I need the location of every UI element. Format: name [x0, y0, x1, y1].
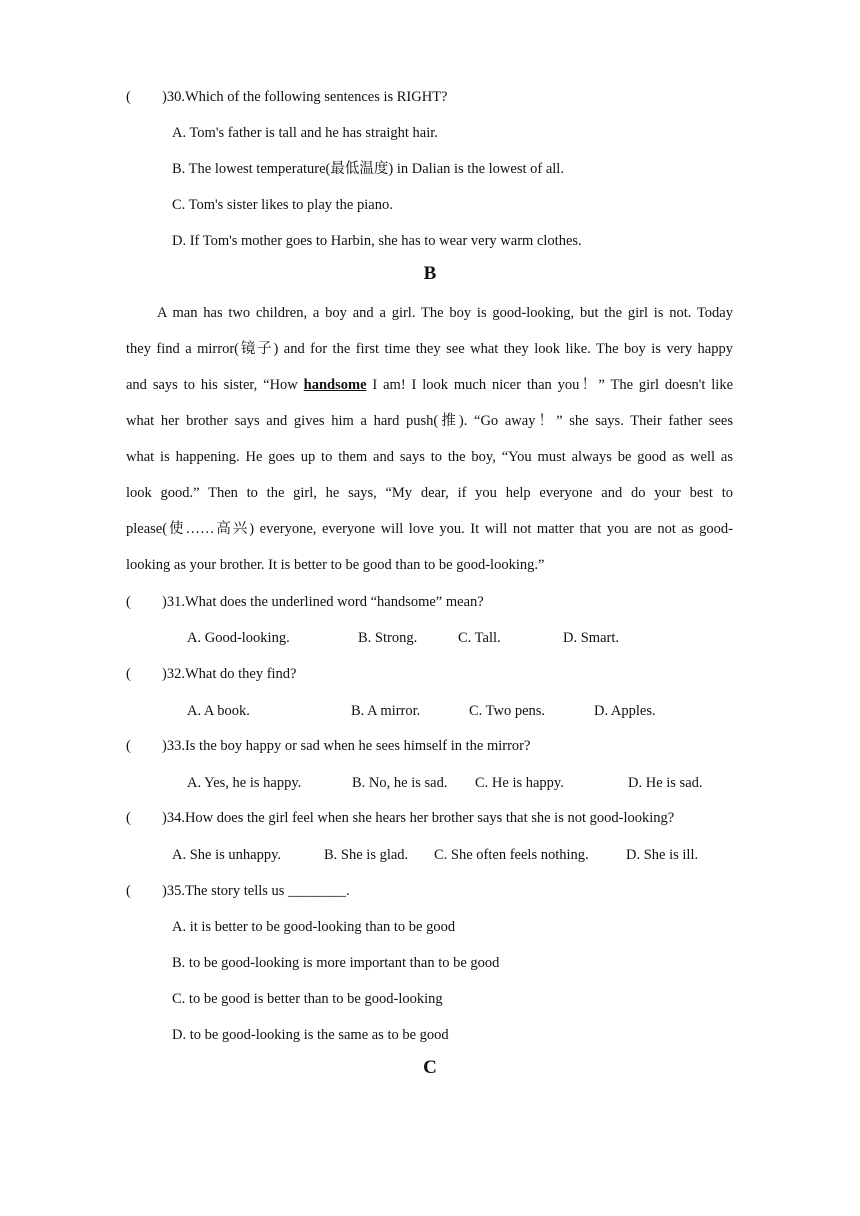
- option-34-d: D. She is ill.: [626, 847, 699, 863]
- option-35-c: C. to be good is better than to be good‐looking: [172, 991, 443, 1007]
- option-33-d: D. He is sad.: [628, 775, 703, 791]
- passage-line-8: looking as your brother. It is better to be good than to be good‐looking.”: [126, 557, 545, 573]
- option-35-d: D. to be good‐looking is the same as to be good: [172, 1027, 449, 1043]
- question-stem: )35.The story tells us ________.: [162, 883, 350, 899]
- underlined-word: handsome: [303, 377, 367, 393]
- passage-text: and says to his sister, “How: [126, 377, 304, 393]
- question-30: [126, 88, 448, 106]
- option-35-a: A. it is better to be good-looking than to be good: [172, 919, 456, 935]
- option-30-b: B. The lowest temperature(最低温度) in Dalian is the lowest of all.: [172, 161, 564, 177]
- option-31-d: D. Smart.: [563, 630, 619, 646]
- option-34-b: B. She is glad.: [324, 847, 409, 863]
- answer-paren: (: [126, 594, 131, 610]
- passage-line-4: what her brother says and gives him a hard push(推). “Go away！” she says. Their father sees: [126, 413, 733, 429]
- option-35-b: B. to be good‐looking is more important than to be good: [172, 955, 500, 971]
- question-stem: )31.What does the underlined word “handsome” mean?: [162, 594, 484, 610]
- question-33: [126, 737, 530, 755]
- passage-line-3: [126, 376, 733, 394]
- question-stem: )33.Is the boy happy or sad when he sees himself in the mirror?: [162, 738, 531, 754]
- answer-paren: (: [126, 89, 131, 105]
- question-stem: )32.What do they find?: [162, 666, 297, 682]
- question-35: [126, 882, 350, 900]
- answer-paren: (: [126, 738, 131, 754]
- option-32-b: B. A mirror.: [351, 703, 421, 719]
- answer-paren: (: [126, 883, 131, 899]
- passage-line-1: A man has two children, a boy and a girl. The boy is good‐looking, but the girl is not. Today: [157, 305, 733, 321]
- question-stem: )30.Which of the following sentences is RIGHT?: [162, 89, 448, 105]
- option-30-c: C. Tom's sister likes to play the piano.: [172, 197, 393, 213]
- section-heading-b: B: [423, 263, 437, 284]
- passage-line-2: they find a mirror(镜子) and for the first time they see what they look like. The boy is very happy: [126, 341, 733, 357]
- option-34-c: C. She often feels nothing.: [434, 847, 589, 863]
- option-31-c: C. Tall.: [458, 630, 501, 646]
- question-stem: )34.How does the girl feel when she hears her brother says that she is not good-looking?: [162, 810, 675, 826]
- passage-line-6: look good.” Then to the girl, he says, “My dear, if you help everyone and do your best to: [126, 485, 733, 501]
- answer-paren: (: [126, 810, 131, 826]
- question-31: [126, 593, 484, 611]
- section-heading-c: C: [423, 1057, 437, 1078]
- option-32-d: D. Apples.: [594, 703, 656, 719]
- option-34-a: A. She is unhappy.: [172, 847, 282, 863]
- passage-text: I am! I look much nicer than you！” The girl doesn't like: [366, 377, 733, 393]
- option-30-a: A. Tom's father is tall and he has straight hair.: [172, 125, 438, 141]
- question-34: [126, 809, 674, 827]
- option-31-a: A. Good‐looking.: [187, 630, 290, 646]
- option-33-c: C. He is happy.: [475, 775, 564, 791]
- option-33-b: B. No, he is sad.: [352, 775, 448, 791]
- option-30-d: D. If Tom's mother goes to Harbin, she has to wear very warm clothes.: [172, 233, 582, 249]
- option-32-a: A. A book.: [187, 703, 250, 719]
- option-32-c: C. Two pens.: [469, 703, 546, 719]
- option-33-a: A. Yes, he is happy.: [187, 775, 302, 791]
- passage-line-5: what is happening. He goes up to them and says to the boy, “You must always be good as well as: [126, 449, 733, 465]
- option-31-b: B. Strong.: [358, 630, 418, 646]
- answer-paren: (: [126, 666, 131, 682]
- passage-line-7: please(使……高兴) everyone, everyone will love you. It will not matter that you are not as good‐: [126, 521, 733, 537]
- question-32: [126, 665, 297, 683]
